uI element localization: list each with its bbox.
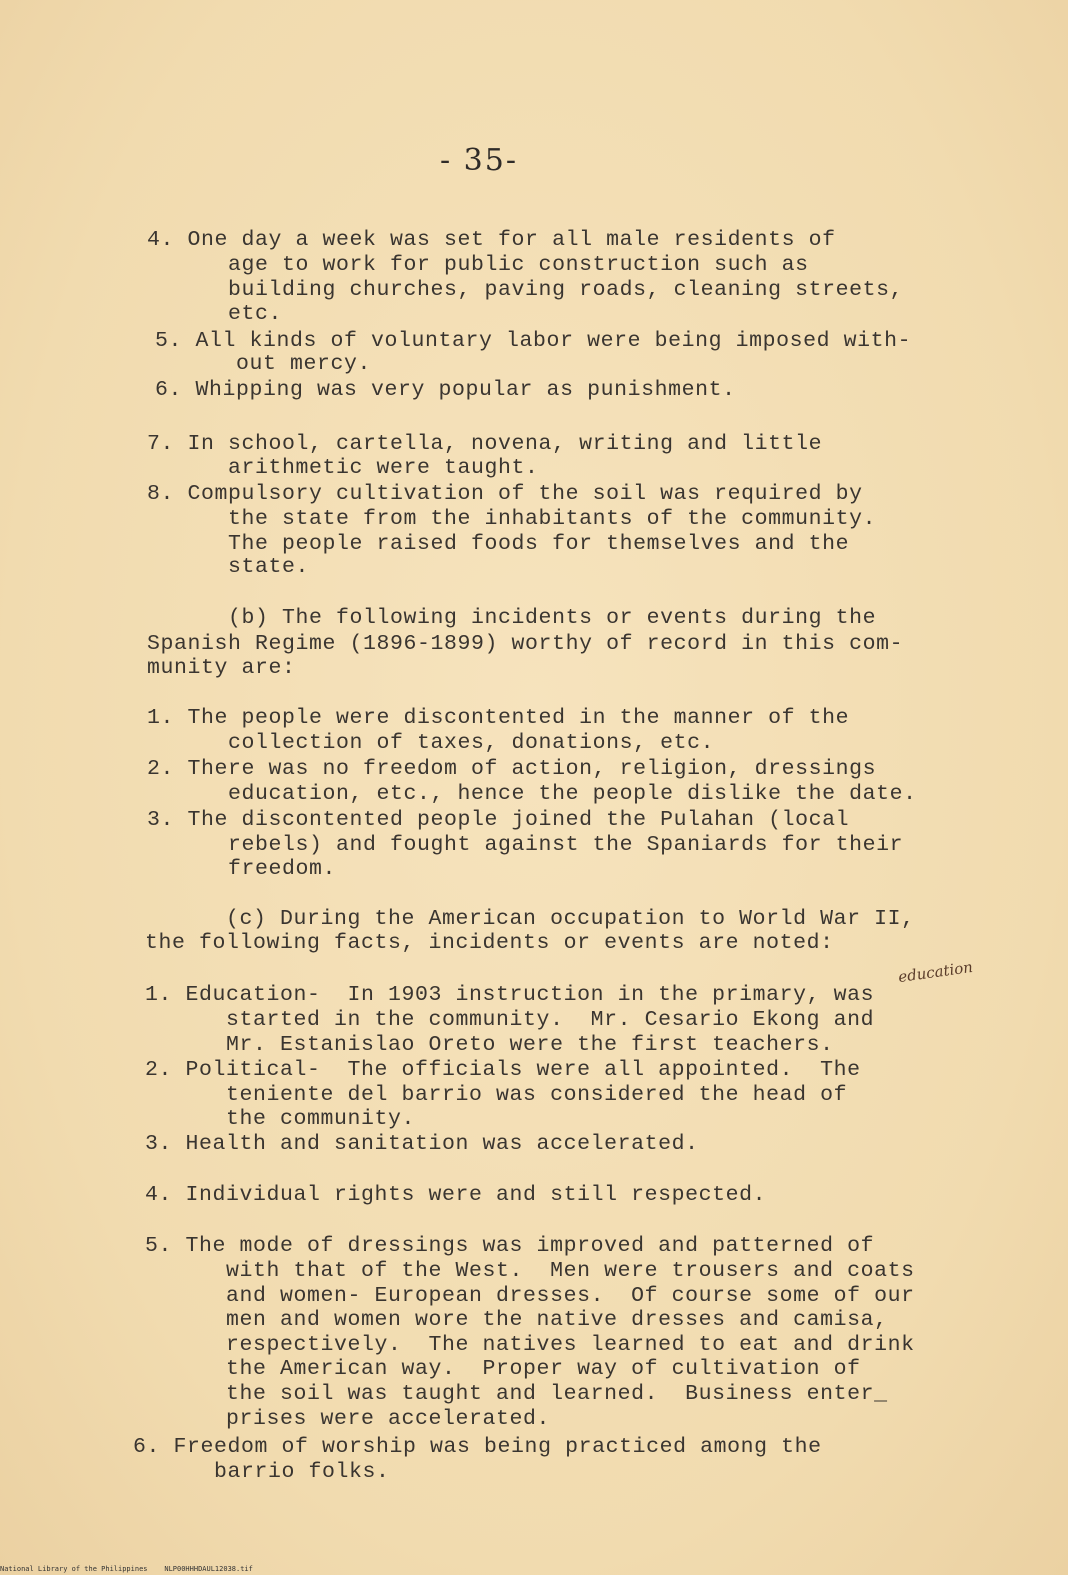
text-line: the state from the inhabitants of the community.: [147, 507, 877, 531]
text-line: 7. In school, cartella, novena, writing and little: [147, 432, 823, 456]
page-number: - 35-: [440, 143, 518, 178]
text-line: building churches, paving roads, cleaning streets,: [147, 278, 904, 302]
text-line: 4. One day a week was set for all male residents of: [147, 228, 836, 252]
text-line: 2. Political- The officials were all appointed. The: [145, 1058, 861, 1082]
text-line: the following facts, incidents or events are noted:: [145, 931, 834, 955]
text-line: rebels) and fought against the Spaniards for their: [147, 833, 904, 857]
text-line: the American way. Proper way of cultivation of: [145, 1357, 861, 1381]
text-line: munity are:: [147, 656, 296, 680]
text-line: freedom.: [147, 857, 337, 881]
text-line: The people raised foods for themselves and the: [147, 532, 850, 556]
text-line: (b) The following incidents or events during the: [147, 606, 877, 630]
handwritten-insertion: education: [897, 957, 974, 987]
text-line: age to work for public construction such as: [147, 253, 809, 277]
text-line: education, etc., hence the people dislike the date.: [147, 782, 917, 806]
text-line: etc.: [147, 302, 283, 326]
text-line: 6. Whipping was very popular as punishment.: [155, 378, 736, 402]
text-line: arithmetic were taught.: [147, 456, 539, 480]
text-line: out mercy.: [155, 352, 372, 376]
text-line: the soil was taught and learned. Business enter_: [145, 1382, 888, 1406]
text-line: prises were accelerated.: [145, 1407, 551, 1431]
text-line: state.: [147, 555, 310, 579]
text-line: 1. The people were discontented in the manner of the: [147, 706, 850, 730]
text-line: respectively. The natives learned to eat and drink: [145, 1333, 915, 1357]
text-line: 4. Individual rights were and still respected.: [145, 1183, 767, 1207]
text-line: (c) During the American occupation to World War II,: [145, 907, 915, 931]
text-line: and women- European dresses. Of course some of our: [145, 1284, 915, 1308]
text-line: 3. Health and sanitation was accelerated.: [145, 1132, 699, 1156]
text-line: Spanish Regime (1896-1899) worthy of record in this com-: [147, 632, 904, 656]
text-line: barrio folks.: [133, 1460, 390, 1484]
scan-footer: National Library of the Philippines NLP00HHHDAUL12038.tif: [0, 1565, 253, 1573]
text-line: with that of the West. Men were trousers and coats: [145, 1259, 915, 1283]
text-line: started in the community. Mr. Cesario Ekong and: [145, 1008, 875, 1032]
text-line: teniente del barrio was considered the head of: [145, 1083, 848, 1107]
text-line: 6. Freedom of worship was being practiced among the: [133, 1435, 822, 1459]
text-line: men and women wore the native dresses and camisa,: [145, 1308, 888, 1332]
text-line: 8. Compulsory cultivation of the soil was required by: [147, 482, 863, 506]
text-line: 5. The mode of dressings was improved and patterned of: [145, 1234, 875, 1258]
text-line: 1. Education- In 1903 instruction in the primary, was: [145, 983, 875, 1007]
text-line: collection of taxes, donations, etc.: [147, 731, 715, 755]
text-line: 2. There was no freedom of action, religion, dressings: [147, 757, 877, 781]
text-line: 3. The discontented people joined the Pulahan (local: [147, 808, 850, 832]
text-line: the community.: [145, 1107, 416, 1131]
text-line: 5. All kinds of voluntary labor were being imposed with-: [155, 329, 912, 353]
text-line: Mr. Estanislao Oreto were the first teachers.: [145, 1033, 834, 1057]
